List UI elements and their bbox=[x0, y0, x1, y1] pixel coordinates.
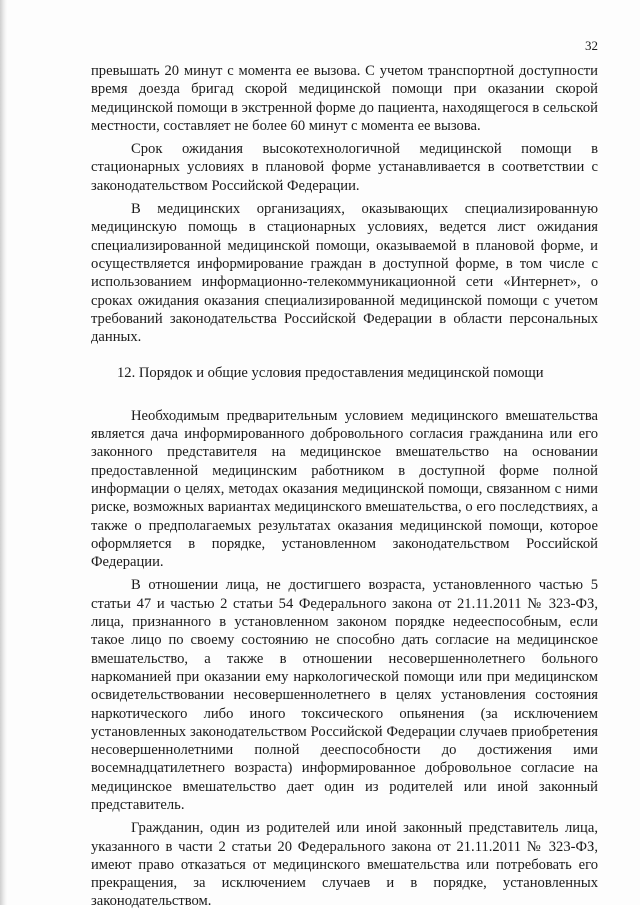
page-number: 32 bbox=[585, 38, 598, 53]
section-heading: 12. Порядок и общие условия предоставления медицинской помощи bbox=[117, 365, 544, 382]
paragraph-consent-by-representative: В отношении лица, не достигшего возраста, установленного частью 5 статьи 47 и частью 2 статьи 54 Федерального закона от 21.11.2011 № 323-ФЗ, лица, признанного в установленном законом порядке недееспособным, если такое лицо по своему состоянию не способно дать согласие на медицинское вмешательство, а также в отношении несовершеннолетнего больного наркоманией при оказании ему наркологической помощи или при медицинском освидетельствовании несовершеннолетнего в целях установления состояния наркотического либо иного токсического опьянения (за исключением установленных законодательством Российской Федерации случаев приобретения несовершеннолетними полной дееспособности до достижения ими восемнадцатилетнего возраста) информированное добровольное согласие на медицинское вмешательство дает один из родителей или иной законный представитель. bbox=[91, 577, 598, 813]
scan-edge-shadow bbox=[0, 0, 7, 905]
paragraph-waiting-list: В медицинских организациях, оказывающих специализированную медицинскую помощь в стационарных условиях, ведется лист ожидания специализированной медицинской помощи, оказываемой в плановой форме, и осуществляется информирование граждан в доступной форме, в том числе с использованием информационно-телекоммуникационной сети «Интернет», о сроках ожидания оказания специализированной медицинской помощи с учетом требований законодательства Российской Федерации в области персональных данных. bbox=[91, 201, 598, 346]
paragraph-informed-consent: Необходимым предварительным условием медицинского вмешательства является дача информированного добровольного согласия гражданина или его законного представителя на медицинское вмешательство на основании предоставленной медицинским работником в доступной форме полной информации о целях, методах оказания медицинской помощи, связанном с ними риске, возможных вариантах медицинского вмешательства, о его последствиях, а также о предполагаемых результатах оказания медицинской помощи, которое оформляется в порядке, установленном законодательством Российской Федерации. bbox=[91, 407, 598, 571]
paragraph-right-to-refuse: Гражданин, один из родителей или иной законный представитель лица, указанного в части 2 статьи 20 Федерального закона от 21.11.2011 № 323-ФЗ, имеют право отказаться от медицинского вмешательства или потребовать его прекращения, за исключением случаев и в порядке, установленных законодательством. bbox=[91, 820, 598, 910]
paragraph-high-tech-waiting-time: Срок ожидания высокотехнологичной медицинской помощи в стационарных условиях в плановой форме устанавливается в соответствии с законодательством Российской Федерации. bbox=[91, 141, 598, 194]
paragraph-transport-accessibility: превышать 20 минут с момента ее вызова. С учетом транспортной доступности время доезда бригад скорой медицинской помощи при оказании скорой медицинской помощи в экстренной форме до пациента, находящегося в сельской местности, составляет не более 60 минут с момента ее вызова. bbox=[91, 63, 598, 134]
document-body bbox=[91, 62, 598, 916]
